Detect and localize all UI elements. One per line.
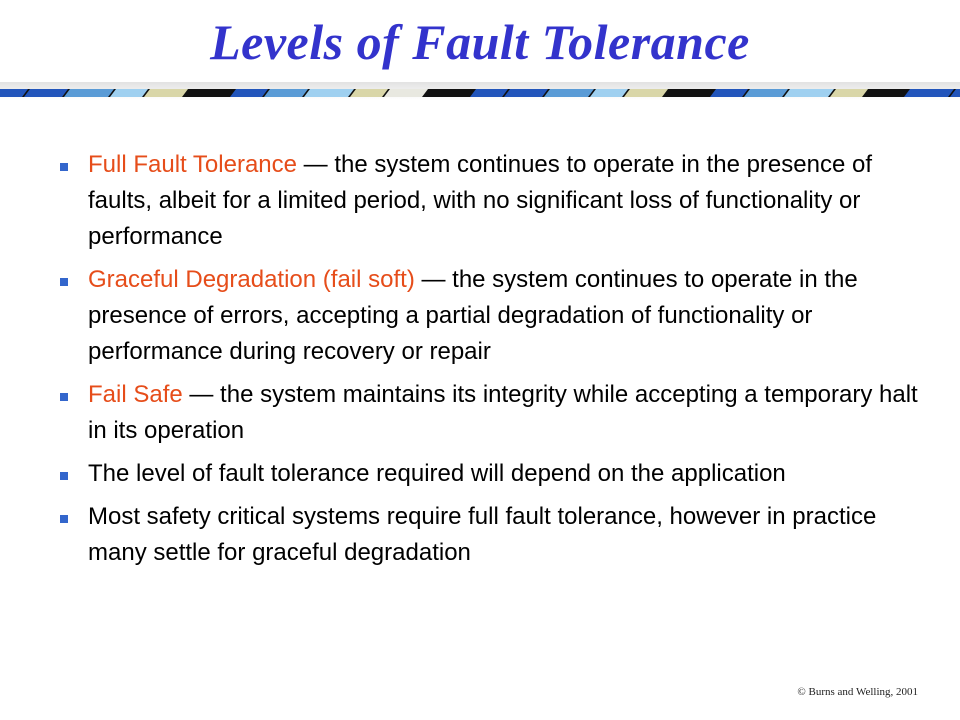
item-text: — the system maintains its integrity while accepting a temporary halt in its operation bbox=[88, 381, 918, 444]
decorative-band bbox=[0, 89, 960, 97]
band-stripe bbox=[624, 89, 668, 97]
band-stripe bbox=[470, 89, 508, 97]
bullet-list bbox=[60, 147, 940, 578]
band-stripe bbox=[350, 89, 388, 97]
slide-title: Levels of Fault Tolerance bbox=[210, 14, 750, 70]
band-stripe bbox=[784, 89, 834, 97]
item-text: — the system continues to operate in the presence of errors, accepting a partial degradation of functionality or performance during recovery or repair bbox=[88, 266, 858, 365]
square-bullet-icon bbox=[60, 515, 68, 523]
list-item bbox=[60, 456, 940, 492]
term-label: Full Fault Tolerance bbox=[88, 151, 297, 178]
square-bullet-icon bbox=[60, 278, 68, 286]
band-stripe bbox=[544, 89, 594, 97]
band-stripe bbox=[24, 89, 68, 97]
band-stripe bbox=[384, 89, 428, 97]
list-item bbox=[60, 262, 940, 370]
copyright-footer: © Burns and Welling, 2001 bbox=[797, 686, 918, 698]
band-stripe bbox=[590, 89, 628, 97]
item-text: — the system continues to operate in the presence of faults, albeit for a limited period, with no significant loss of functionality or performance bbox=[88, 151, 872, 250]
term-label: Graceful Degradation (fail soft) bbox=[88, 266, 415, 293]
band-stripe bbox=[424, 89, 474, 97]
band-stripe bbox=[0, 89, 28, 97]
item-text: The level of fault tolerance required will depend on the application bbox=[88, 460, 786, 487]
band-stripe bbox=[830, 89, 868, 97]
square-bullet-icon bbox=[60, 163, 68, 171]
band-stripe bbox=[110, 89, 148, 97]
list-item bbox=[60, 499, 940, 571]
band-stripe bbox=[864, 89, 908, 97]
band-stripe bbox=[744, 89, 788, 97]
square-bullet-icon bbox=[60, 472, 68, 480]
band-stripe bbox=[710, 89, 748, 97]
band-stripe bbox=[664, 89, 714, 97]
term-label: Fail Safe bbox=[88, 381, 183, 408]
band-stripe bbox=[904, 89, 954, 97]
band-stripe bbox=[184, 89, 234, 97]
item-text: Most safety critical systems require full fault tolerance, however in practice many settle for graceful degradation bbox=[88, 503, 877, 566]
band-stripe bbox=[230, 89, 268, 97]
band-stripe bbox=[264, 89, 308, 97]
square-bullet-icon bbox=[60, 393, 68, 401]
band-stripe bbox=[64, 89, 114, 97]
list-item bbox=[60, 147, 940, 255]
band-stripes bbox=[0, 89, 960, 97]
band-stripe bbox=[304, 89, 354, 97]
list-item bbox=[60, 377, 940, 449]
band-stripe bbox=[144, 89, 188, 97]
band-stripe bbox=[504, 89, 548, 97]
